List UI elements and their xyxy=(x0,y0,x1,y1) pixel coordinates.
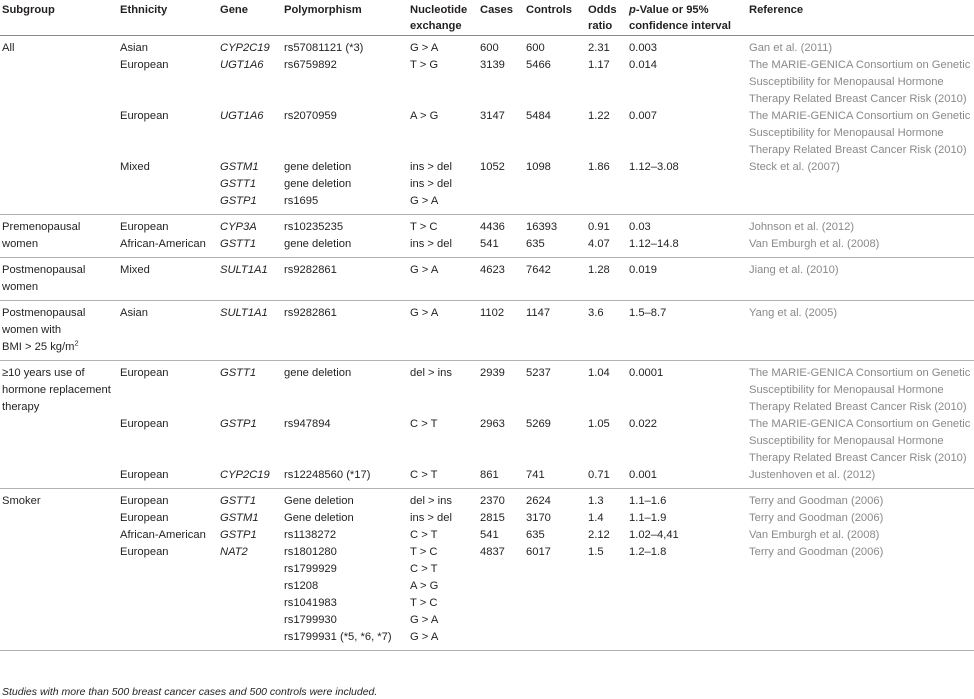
cell-odds: 1.5 xyxy=(588,546,604,558)
cell-ethnicity: European xyxy=(120,418,169,430)
cell-polymorphism: Gene deletion xyxy=(284,512,354,524)
cell-gene: GSTM1 xyxy=(220,512,259,524)
cell-odds: 1.86 xyxy=(588,161,610,173)
cell-controls: 635 xyxy=(526,529,545,541)
cell-pvalue: 0.014 xyxy=(629,59,657,71)
group-5 xyxy=(0,489,974,651)
cell-polymorphism: gene deletion xyxy=(284,178,352,190)
cell-reference xyxy=(747,561,974,578)
table-row xyxy=(0,236,974,258)
cell-odds xyxy=(586,193,627,215)
cell-gene xyxy=(218,595,282,612)
cell-pvalue: 1.02–4,41 xyxy=(629,529,679,541)
cell-nucleotide: ins > del xyxy=(410,161,452,173)
header-odds-line1: Odds xyxy=(588,4,617,16)
cell-reference: The MARIE-GENICA Consortium on Genetic Susceptibility for Menopausal Hormone Therapy Related Breast Cancer Risk (2010) xyxy=(749,59,971,105)
cell-cases xyxy=(478,578,524,595)
cell-nucleotide: C > T xyxy=(410,529,438,541)
header-gene: Gene xyxy=(220,4,248,16)
cell-polymorphism: rs1799931 (*5, *6, *7) xyxy=(284,631,392,643)
cell-polymorphism: rs12248560 (*17) xyxy=(284,469,371,481)
cell-gene: UGT1A6 xyxy=(220,59,264,71)
cell-ethnicity: European xyxy=(120,512,169,524)
cell-reference xyxy=(747,612,974,629)
subgroup-line: Postmenopausal xyxy=(2,307,86,319)
table-row xyxy=(0,561,974,578)
cell-subgroup xyxy=(0,301,118,361)
header-odds xyxy=(586,0,627,36)
cell-odds xyxy=(586,612,627,629)
table-row xyxy=(0,527,974,544)
cell-reference: Jiang et al. (2010) xyxy=(749,264,839,276)
cell-reference: Justenhoven et al. (2012) xyxy=(749,469,876,481)
cell-gene: NAT2 xyxy=(220,546,248,558)
cell-cases: 4623 xyxy=(480,264,505,276)
cell-polymorphism: gene deletion xyxy=(284,238,352,250)
table-row xyxy=(0,193,974,215)
cell-pvalue: 1.1–1.9 xyxy=(629,512,667,524)
cell-cases: 2370 xyxy=(480,495,505,507)
cell-subgroup: Postmenopausal women xyxy=(2,264,86,293)
cell-ethnicity: African-American xyxy=(120,529,206,541)
cell-pvalue: 1.1–1.6 xyxy=(629,495,667,507)
cell-cases xyxy=(478,561,524,578)
cell-pvalue: 0.003 xyxy=(629,42,657,54)
cell-polymorphism: rs1801280 xyxy=(284,546,337,558)
cell-nucleotide: A > G xyxy=(410,580,439,592)
cell-nucleotide: T > C xyxy=(410,597,438,609)
cell-cases: 2963 xyxy=(480,418,505,430)
cell-controls: 635 xyxy=(526,238,545,250)
cell-controls xyxy=(524,176,586,193)
cell-controls: 5237 xyxy=(526,367,551,379)
cell-ethnicity: European xyxy=(120,221,169,233)
cell-controls: 5484 xyxy=(526,110,551,122)
cell-cases: 1102 xyxy=(480,307,505,319)
cell-polymorphism: rs9282861 xyxy=(284,264,337,276)
cell-pvalue: 1.12–3.08 xyxy=(629,161,679,173)
cell-controls: 2624 xyxy=(526,495,551,507)
subgroup-superscript: 2 xyxy=(74,338,79,348)
cell-nucleotide: ins > del xyxy=(410,238,452,250)
cell-pvalue xyxy=(627,578,747,595)
cell-polymorphism: rs1799930 xyxy=(284,614,337,626)
cell-odds: 1.28 xyxy=(588,264,610,276)
cell-cases xyxy=(478,176,524,193)
cell-cases xyxy=(478,193,524,215)
cell-gene: CYP2C19 xyxy=(220,42,270,54)
cell-gene: SULT1A1 xyxy=(220,307,268,319)
cell-odds: 1.04 xyxy=(588,367,610,379)
cell-odds: 1.17 xyxy=(588,59,610,71)
cell-pvalue: 0.001 xyxy=(629,469,657,481)
cell-nucleotide: ins > del xyxy=(410,512,452,524)
header-polymorphism: Polymorphism xyxy=(284,4,362,16)
header-pvalue-p: p xyxy=(629,4,636,16)
cell-ethnicity xyxy=(118,578,218,595)
cell-polymorphism: rs10235235 xyxy=(284,221,344,233)
cell-polymorphism: Gene deletion xyxy=(284,495,354,507)
cell-controls xyxy=(524,193,586,215)
cell-nucleotide: G > A xyxy=(410,614,439,626)
cell-pvalue: 0.019 xyxy=(629,264,657,276)
cell-odds xyxy=(586,595,627,612)
cell-gene: GSTP1 xyxy=(220,418,257,430)
subgroup-line: BMI > 25 kg/m xyxy=(2,341,75,353)
cell-ethnicity: Mixed xyxy=(120,161,150,173)
table-row xyxy=(0,108,974,159)
cell-reference: Gan et al. (2011) xyxy=(749,42,833,54)
cell-controls: 741 xyxy=(526,469,545,481)
cell-polymorphism: gene deletion xyxy=(284,367,352,379)
cell-ethnicity: Asian xyxy=(120,307,148,319)
cell-nucleotide: G > A xyxy=(410,307,439,319)
table-row xyxy=(0,416,974,467)
cell-cases: 4837 xyxy=(480,546,505,558)
cell-polymorphism: rs57081121 (*3) xyxy=(284,42,364,54)
table-row xyxy=(0,467,974,489)
cell-polymorphism: rs1799929 xyxy=(284,563,337,575)
cell-controls xyxy=(524,578,586,595)
cell-odds: 0.71 xyxy=(588,469,610,481)
cell-controls: 1147 xyxy=(526,307,551,319)
header-ethnicity: Ethnicity xyxy=(120,4,168,16)
cell-subgroup: Premenopausal women xyxy=(2,221,81,250)
cell-pvalue: 1.12–14.8 xyxy=(629,238,679,250)
cell-gene: GSTP1 xyxy=(220,195,257,207)
cell-cases xyxy=(478,612,524,629)
cell-cases: 3139 xyxy=(480,59,505,71)
cell-ethnicity: European xyxy=(120,495,169,507)
cell-gene: UGT1A6 xyxy=(220,110,264,122)
cell-controls: 5466 xyxy=(526,59,551,71)
cell-nucleotide: G > A xyxy=(410,195,439,207)
cell-pvalue xyxy=(627,595,747,612)
cell-nucleotide: del > ins xyxy=(410,367,452,379)
table-row xyxy=(0,595,974,612)
cell-pvalue: 0.022 xyxy=(629,418,657,430)
table-row xyxy=(0,629,974,651)
cell-gene: GSTT1 xyxy=(220,367,257,379)
cell-gene xyxy=(218,629,282,651)
cell-cases: 2815 xyxy=(480,512,505,524)
cell-reference: Steck et al. (2007) xyxy=(749,161,840,173)
cell-cases: 2939 xyxy=(480,367,505,379)
cell-ethnicity xyxy=(118,193,218,215)
cell-reference: Terry and Goodman (2006) xyxy=(749,546,884,558)
cell-reference: The MARIE-GENICA Consortium on Genetic Susceptibility for Menopausal Hormone Therapy Related Breast Cancer Risk (2010) xyxy=(749,367,971,413)
cell-ethnicity: Asian xyxy=(120,42,148,54)
cell-gene: GSTM1 xyxy=(220,161,259,173)
cell-controls xyxy=(524,595,586,612)
cell-cases: 541 xyxy=(480,238,499,250)
cell-gene: SULT1A1 xyxy=(220,264,268,276)
cell-odds: 1.3 xyxy=(588,495,604,507)
table-row xyxy=(0,510,974,527)
table-header xyxy=(0,0,974,36)
header-cases: Cases xyxy=(480,4,513,16)
cell-odds: 1.22 xyxy=(588,110,610,122)
cell-nucleotide: ins > del xyxy=(410,178,452,190)
cell-gene: GSTT1 xyxy=(220,178,257,190)
header-controls: Controls xyxy=(526,4,572,16)
header-row xyxy=(0,0,974,36)
cell-controls: 5269 xyxy=(526,418,551,430)
cell-reference: Van Emburgh et al. (2008) xyxy=(749,529,880,541)
cell-gene xyxy=(218,612,282,629)
cell-odds xyxy=(586,629,627,651)
cell-cases: 3147 xyxy=(480,110,505,122)
table-row xyxy=(0,489,974,511)
cell-pvalue: 0.03 xyxy=(629,221,651,233)
cell-subgroup: ≥10 years use of hormone replacement therapy xyxy=(2,367,111,413)
cell-pvalue: 0.0001 xyxy=(629,367,664,379)
cell-cases xyxy=(478,629,524,651)
cell-pvalue xyxy=(627,561,747,578)
cell-controls: 7642 xyxy=(526,264,551,276)
cell-controls: 1098 xyxy=(526,161,551,173)
table-row xyxy=(0,258,974,301)
cell-polymorphism: rs1138272 xyxy=(284,529,337,541)
cell-nucleotide: T > C xyxy=(410,546,438,558)
cell-polymorphism: rs947894 xyxy=(284,418,331,430)
cell-cases xyxy=(478,595,524,612)
cell-polymorphism: rs2070959 xyxy=(284,110,337,122)
subgroup-line: women with xyxy=(2,324,62,336)
cell-gene: GSTT1 xyxy=(220,495,257,507)
header-pvalue xyxy=(627,0,747,36)
cell-ethnicity xyxy=(118,595,218,612)
cell-ethnicity xyxy=(118,629,218,651)
cell-nucleotide: G > A xyxy=(410,631,439,643)
cell-cases: 4436 xyxy=(480,221,505,233)
group-3 xyxy=(0,301,974,361)
cell-nucleotide: C > T xyxy=(410,563,438,575)
table-row xyxy=(0,361,974,417)
cell-subgroup: All xyxy=(2,42,15,54)
cell-ethnicity: European xyxy=(120,367,169,379)
cell-nucleotide: A > G xyxy=(410,110,439,122)
cell-nucleotide: G > A xyxy=(410,42,439,54)
cell-reference xyxy=(747,595,974,612)
cell-nucleotide: C > T xyxy=(410,418,438,430)
cell-gene: CYP3A xyxy=(220,221,257,233)
group-4 xyxy=(0,361,974,489)
cell-nucleotide: G > A xyxy=(410,264,439,276)
cell-pvalue: 0.007 xyxy=(629,110,657,122)
cell-polymorphism: rs1208 xyxy=(284,580,319,592)
cell-nucleotide: C > T xyxy=(410,469,438,481)
header-nucleotide xyxy=(408,0,478,36)
header-nucleotide-line2: exchange xyxy=(410,20,462,32)
cell-reference xyxy=(747,578,974,595)
cell-controls: 3170 xyxy=(526,512,551,524)
cell-reference xyxy=(747,629,974,651)
table-row xyxy=(0,57,974,108)
cell-odds: 4.07 xyxy=(588,238,610,250)
cell-pvalue xyxy=(627,193,747,215)
cell-ethnicity xyxy=(118,176,218,193)
cell-polymorphism: rs6759892 xyxy=(284,59,337,71)
cell-controls xyxy=(524,629,586,651)
cell-pvalue: 1.5–8.7 xyxy=(629,307,667,319)
table-row xyxy=(0,176,974,193)
table-row xyxy=(0,544,974,561)
cell-ethnicity: European xyxy=(120,469,169,481)
cell-cases: 1052 xyxy=(480,161,505,173)
cell-odds xyxy=(586,578,627,595)
cell-ethnicity: African-American xyxy=(120,238,206,250)
cell-odds xyxy=(586,176,627,193)
group-1 xyxy=(0,215,974,258)
cell-odds: 2.12 xyxy=(588,529,610,541)
cell-reference: Terry and Goodman (2006) xyxy=(749,495,884,507)
cell-gene: GSTT1 xyxy=(220,238,257,250)
cell-cases: 600 xyxy=(480,42,499,54)
header-reference: Reference xyxy=(749,4,804,16)
cell-ethnicity: European xyxy=(120,59,169,71)
table-row xyxy=(0,159,974,176)
cell-nucleotide: del > ins xyxy=(410,495,452,507)
cell-nucleotide: T > C xyxy=(410,221,438,233)
cell-reference: The MARIE-GENICA Consortium on Genetic Susceptibility for Menopausal Hormone Therapy Related Breast Cancer Risk (2010) xyxy=(749,418,971,464)
cell-ethnicity xyxy=(118,561,218,578)
cell-controls xyxy=(524,561,586,578)
cell-ethnicity: European xyxy=(120,110,169,122)
cell-odds: 0.91 xyxy=(588,221,610,233)
header-pvalue-line2: confidence interval xyxy=(629,20,731,32)
cell-ethnicity xyxy=(118,612,218,629)
cell-ethnicity: Mixed xyxy=(120,264,150,276)
cell-reference: The MARIE-GENICA Consortium on Genetic Susceptibility for Menopausal Hormone Therapy Related Breast Cancer Risk (2010) xyxy=(749,110,971,156)
header-nucleotide-line1: Nucleotide xyxy=(410,4,468,16)
cell-reference: Terry and Goodman (2006) xyxy=(749,512,884,524)
cell-pvalue xyxy=(627,629,747,651)
header-odds-line2: ratio xyxy=(588,20,613,32)
cell-controls: 6017 xyxy=(526,546,551,558)
header-subgroup: Subgroup xyxy=(2,4,55,16)
header-pvalue-rest: -Value or 95% xyxy=(635,4,709,16)
cell-polymorphism: rs1695 xyxy=(284,195,319,207)
cell-reference: Yang et al. (2005) xyxy=(749,307,838,319)
cell-reference xyxy=(747,176,974,193)
cell-pvalue: 1.2–1.8 xyxy=(629,546,667,558)
table-row xyxy=(0,215,974,237)
table-row xyxy=(0,36,974,58)
cell-nucleotide: T > G xyxy=(410,59,439,71)
cell-controls xyxy=(524,612,586,629)
table-footnote: Studies with more than 500 breast cancer cases and 500 controls were included. xyxy=(2,686,378,698)
cell-cases: 541 xyxy=(480,529,499,541)
cell-gene: CYP2C19 xyxy=(220,469,270,481)
group-2 xyxy=(0,258,974,301)
cell-subgroup: Smoker xyxy=(2,495,41,507)
cell-controls: 16393 xyxy=(526,221,558,233)
cell-odds: 1.05 xyxy=(588,418,610,430)
cell-odds: 2.31 xyxy=(588,42,610,54)
cell-gene xyxy=(218,578,282,595)
group-0 xyxy=(0,36,974,215)
cell-odds: 3.6 xyxy=(588,307,604,319)
table-row xyxy=(0,612,974,629)
cell-gene: GSTP1 xyxy=(220,529,257,541)
cell-odds: 1.4 xyxy=(588,512,604,524)
cell-polymorphism: gene deletion xyxy=(284,161,352,173)
cell-pvalue xyxy=(627,612,747,629)
cell-cases: 861 xyxy=(480,469,499,481)
cell-controls: 600 xyxy=(526,42,545,54)
cell-odds xyxy=(586,561,627,578)
cell-reference: Van Emburgh et al. (2008) xyxy=(749,238,880,250)
cell-pvalue xyxy=(627,176,747,193)
cell-reference xyxy=(747,193,974,215)
cell-reference: Johnson et al. (2012) xyxy=(749,221,855,233)
cell-gene xyxy=(218,561,282,578)
cell-ethnicity: European xyxy=(120,546,169,558)
cell-polymorphism: rs9282861 xyxy=(284,307,337,319)
table-row xyxy=(0,301,974,361)
cell-polymorphism: rs1041983 xyxy=(284,597,337,609)
table-row xyxy=(0,578,974,595)
